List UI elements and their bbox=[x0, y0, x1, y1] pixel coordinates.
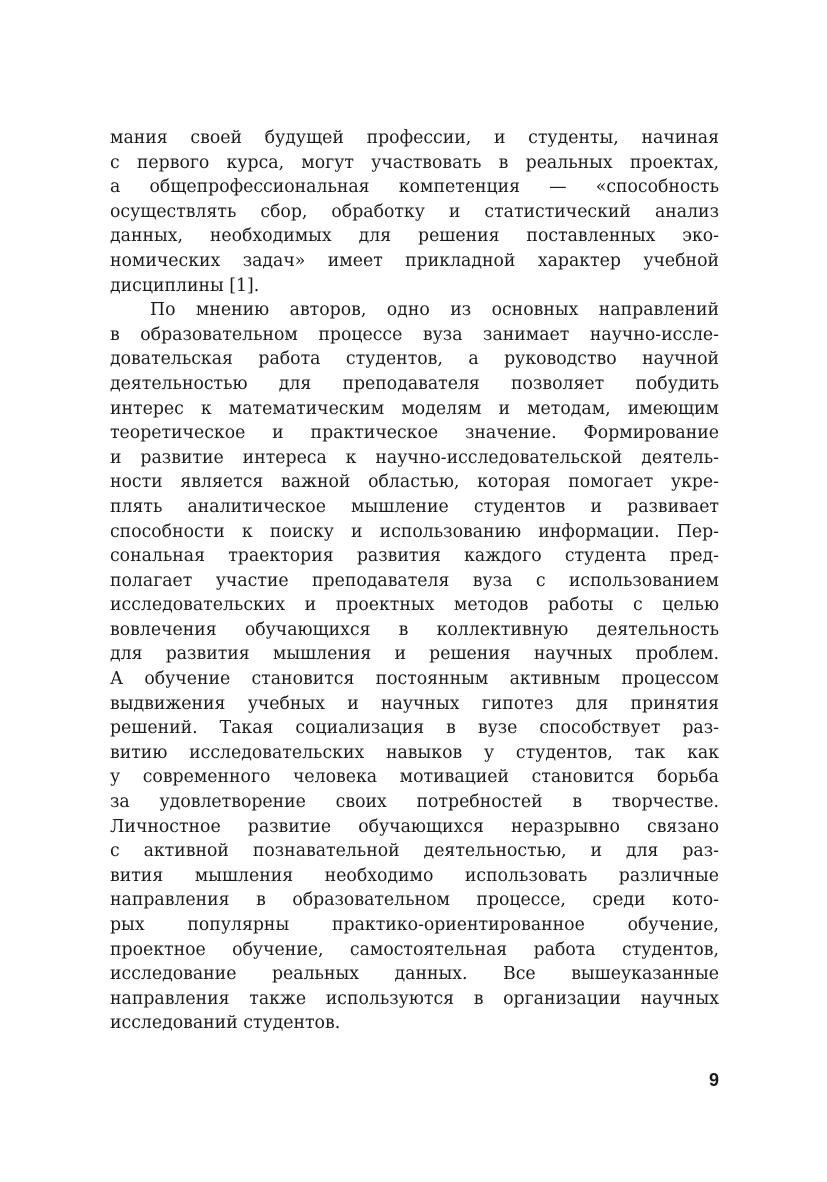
text-line: вовлечения обучающихся в коллективную деятельность bbox=[110, 619, 719, 640]
text-line: вития мышления необходимо использовать различные bbox=[110, 865, 719, 886]
text-line: теоретическое и практическое значение. Формирование bbox=[110, 423, 719, 444]
text-line: По мнению авторов, одно из основных направлений bbox=[150, 300, 719, 321]
text-line: за удовлетворение своих потребностей в творчестве. bbox=[110, 792, 719, 813]
text-line: исследование реальных данных. Все вышеуказанные bbox=[110, 964, 719, 985]
page-number: 9 bbox=[708, 1070, 719, 1090]
text-line: деятельностью для преподавателя позволяет побудить bbox=[110, 373, 719, 394]
text-line: способности к поиску и использованию информации. Пер- bbox=[110, 521, 719, 542]
text-line: исследований студентов. bbox=[110, 1013, 341, 1034]
text-line: у современного человека мотивацией становится борьба bbox=[110, 767, 719, 788]
text-line: направления также используются в организации научных bbox=[110, 988, 719, 1009]
text-line: решений. Такая социализация в вузе способствует раз- bbox=[110, 718, 719, 739]
paragraph-1 bbox=[110, 126, 719, 298]
text-line: с первого курса, могут участвовать в реальных проектах, bbox=[110, 152, 719, 173]
text-line: дисциплины [1]. bbox=[110, 275, 260, 296]
text-line: а общепрофессиональная компетенция — «способность bbox=[110, 177, 719, 198]
text-line: направления в образовательном процессе, среди кото- bbox=[110, 890, 719, 911]
text-line: для развития мышления и решения научных проблем. bbox=[110, 644, 719, 665]
text-line: осуществлять сбор, обработку и статистический анализ bbox=[110, 201, 719, 222]
text-line: довательская работа студентов, а руководство научной bbox=[110, 349, 719, 370]
text-line: проектное обучение, самостоятельная работа студентов, bbox=[110, 939, 719, 960]
text-line: в образовательном процессе вуза занимает научно-иссле- bbox=[110, 324, 719, 345]
text-line: выдвижения учебных и научных гипотез для принятия bbox=[110, 693, 719, 714]
text-line: сональная траектория развития каждого студента пред- bbox=[110, 546, 719, 567]
text-line: с активной познавательной деятельностью, и для раз- bbox=[110, 841, 719, 862]
paragraph-2 bbox=[110, 298, 719, 1036]
text-line: номических задач» имеет прикладной характер учебной bbox=[110, 250, 719, 271]
text-line: интерес к математическим моделям и методам, имеющим bbox=[110, 398, 719, 419]
text-line: рых популярны практико-ориентированное обучение, bbox=[110, 915, 719, 935]
text-line: витию исследовательских навыков у студентов, так как bbox=[110, 742, 719, 763]
text-line: и развитие интереса к научно-исследовательской деятель- bbox=[110, 447, 719, 468]
text-line: А обучение становится постоянным активным процессом bbox=[110, 669, 719, 690]
text-line: ности является важной областью, которая помогает укре- bbox=[110, 472, 719, 493]
text-line: данных, необходимых для решения поставленных эко- bbox=[110, 226, 719, 247]
body-text bbox=[110, 126, 719, 1036]
text-line: полагает участие преподавателя вуза с использованием bbox=[110, 570, 719, 591]
text-line: плять аналитическое мышление студентов и развивает bbox=[110, 496, 719, 517]
text-line: исследовательских и проектных методов работы с целью bbox=[110, 595, 719, 616]
text-line: мания своей будущей профессии, и студенты, начиная bbox=[110, 128, 719, 148]
text-line: Личностное развитие обучающихся неразрывно связано bbox=[110, 816, 719, 837]
